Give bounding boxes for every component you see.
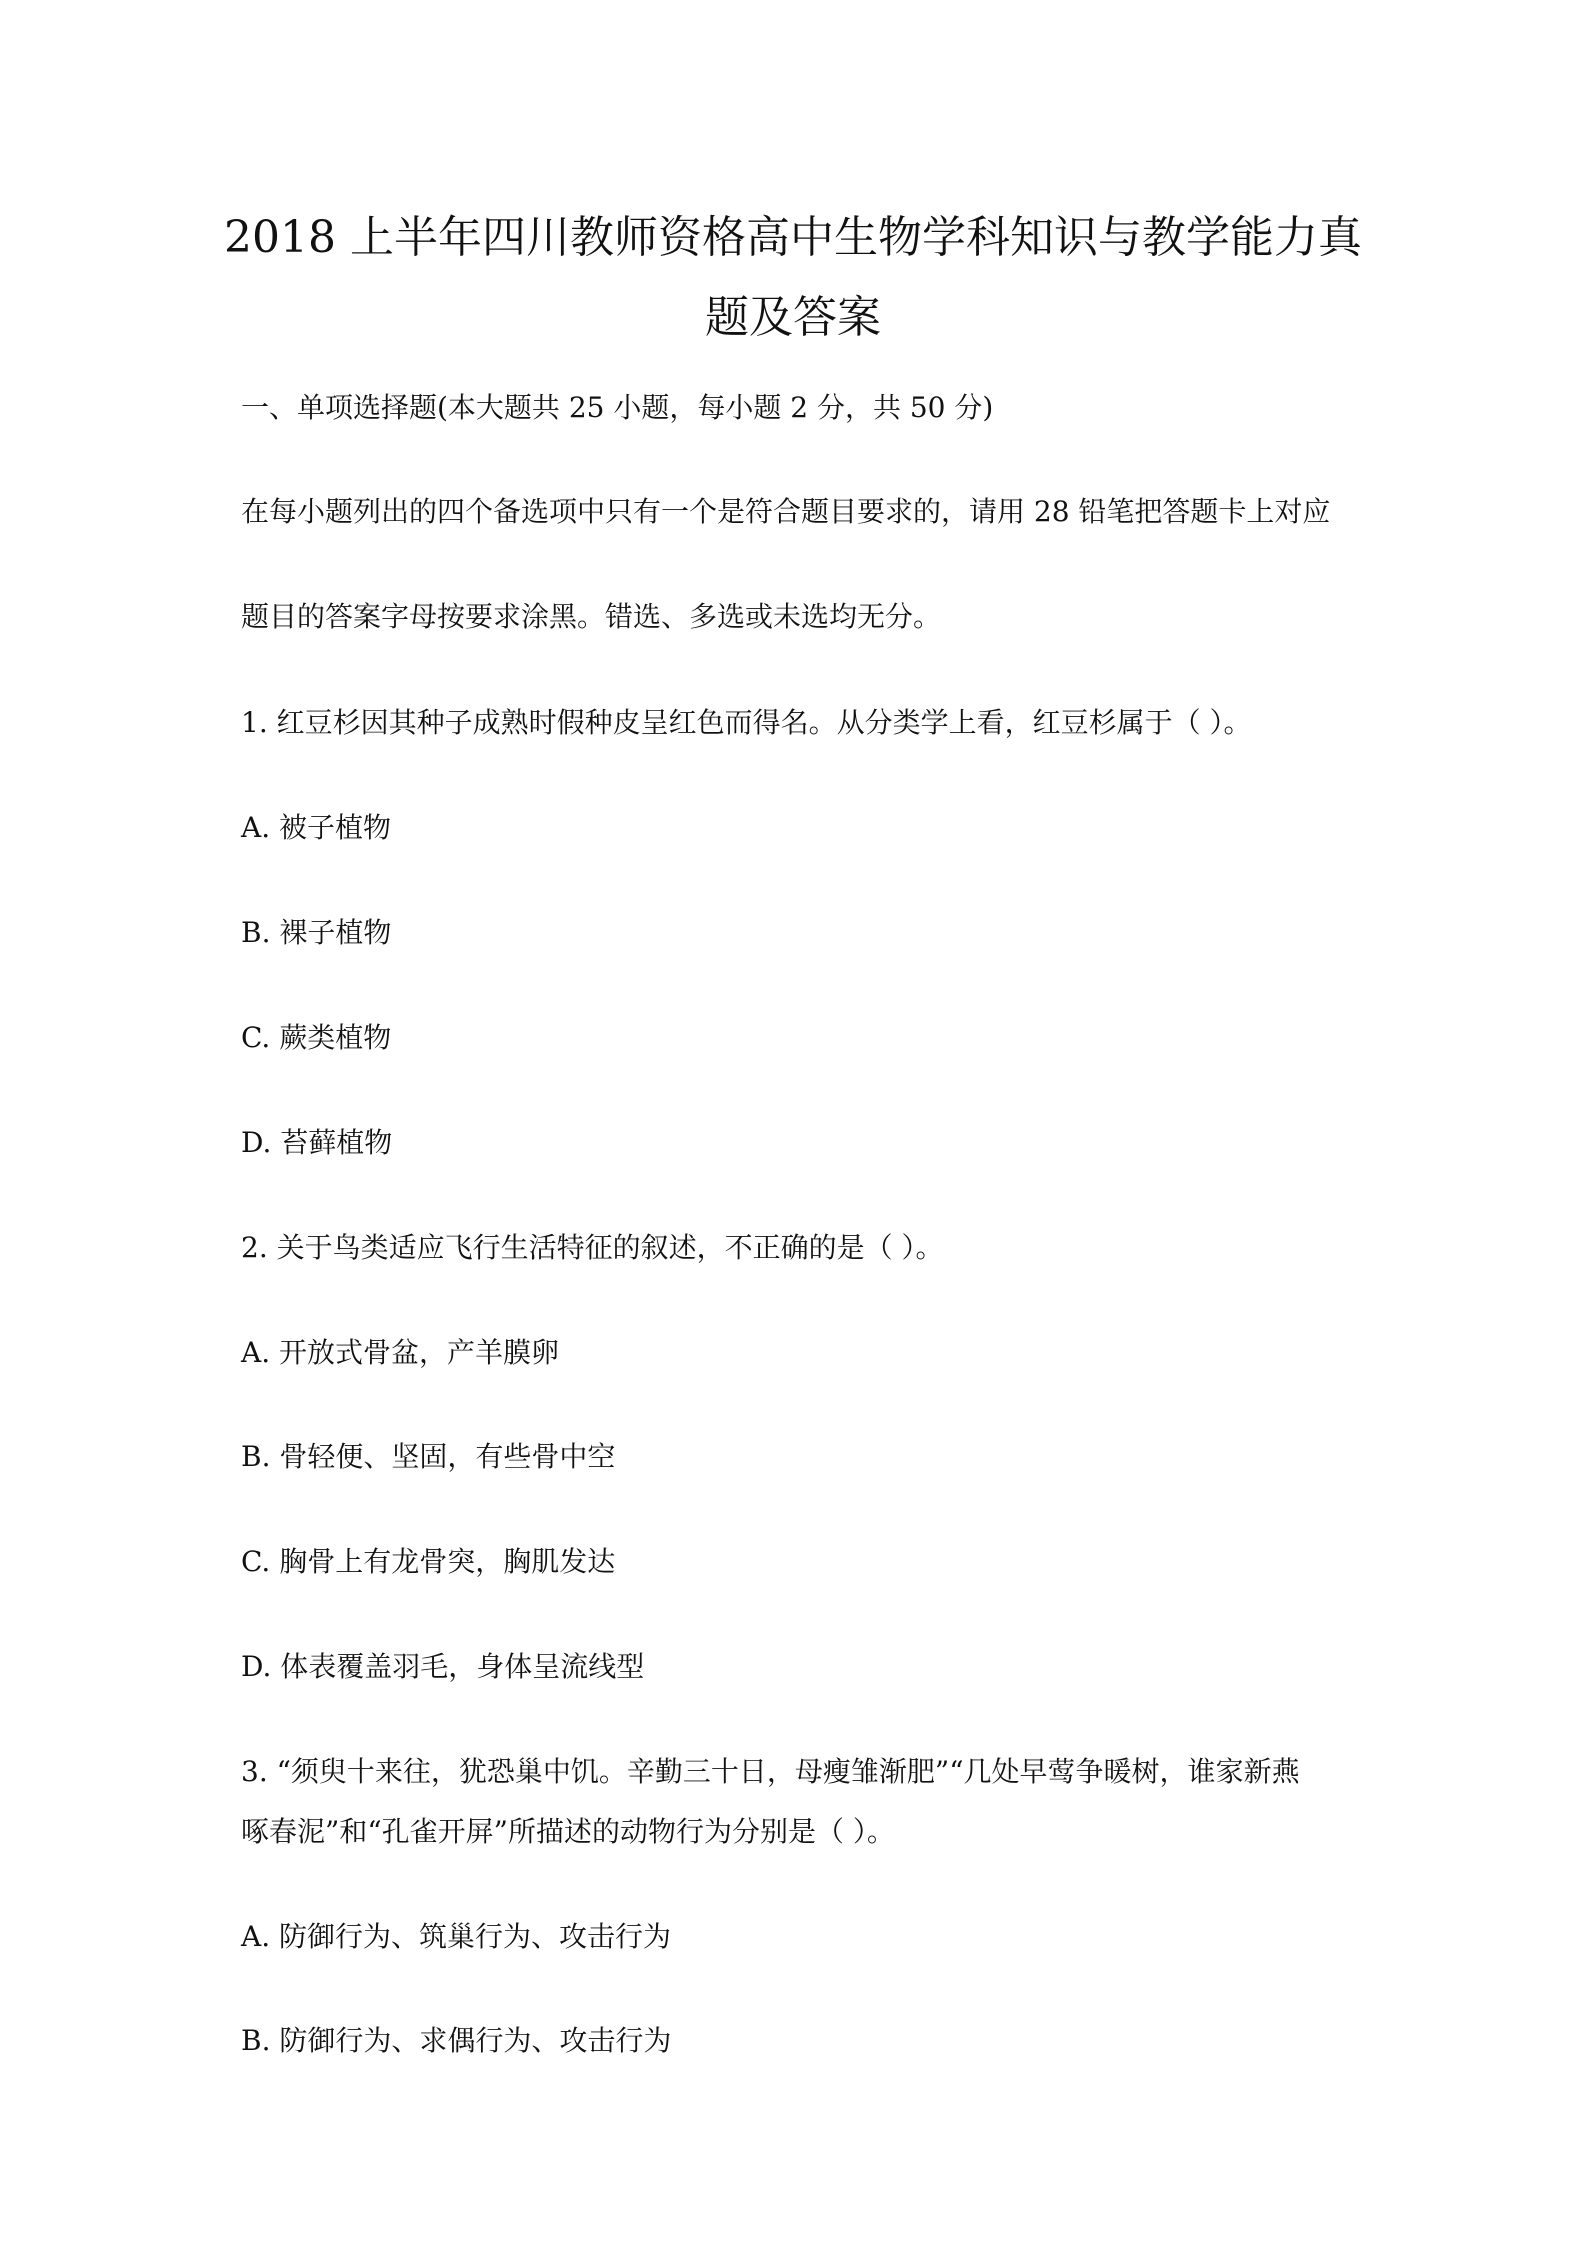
question-2-option-d: D. 体表覆盖羽毛，身体呈流线型 (241, 1650, 645, 1683)
instructions-line-1: 在每小题列出的四个备选项中只有一个是符合题目要求的，请用 28 铅笔把答题卡上对应 (241, 495, 1331, 528)
question-2-option-c: C. 胸骨上有龙骨突，胸肌发达 (241, 1545, 616, 1578)
question-1-stem: 1. 红豆杉因其种子成熟时假种皮呈红色而得名。从分类学上看，红豆杉属于（ ）。 (241, 706, 1252, 739)
instructions-line-2: 题目的答案字母按要求涂黑。错选、多选或未选均无分。 (241, 600, 942, 633)
question-2-option-a: A. 开放式骨盆，产羊膜卵 (241, 1336, 560, 1369)
question-3-stem-line-1: 3. “须臾十来往，犹恐巢中饥。辛勤三十日，母瘦雏渐肥”“几处早莺争暖树，谁家新燕 (241, 1755, 1300, 1788)
section-heading: 一、单项选择题(本大题共 25 小题，每小题 2 分，共 50 分) (241, 391, 994, 424)
question-3-option-b: B. 防御行为、求偶行为、攻击行为 (241, 2024, 672, 2057)
question-1-option-d: D. 苔藓植物 (241, 1126, 393, 1159)
question-1-option-a: A. 被子植物 (241, 811, 392, 844)
question-1-option-c: C. 蕨类植物 (241, 1021, 392, 1054)
question-3-stem-line-2: 啄春泥”和“孔雀开屏”所描述的动物行为分别是（ ）。 (241, 1815, 895, 1848)
document-title-line-1: 2018 上半年四川教师资格高中生物学科知识与教学能力真 (224, 212, 1362, 263)
question-1-option-b: B. 裸子植物 (241, 916, 392, 949)
document-title-line-2: 题及答案 (705, 292, 881, 343)
question-2-option-b: B. 骨轻便、坚固，有些骨中空 (241, 1440, 616, 1473)
question-2-stem: 2. 关于鸟类适应飞行生活特征的叙述，不正确的是（ ）。 (241, 1231, 944, 1264)
question-3-option-a: A. 防御行为、筑巢行为、攻击行为 (241, 1920, 672, 1953)
